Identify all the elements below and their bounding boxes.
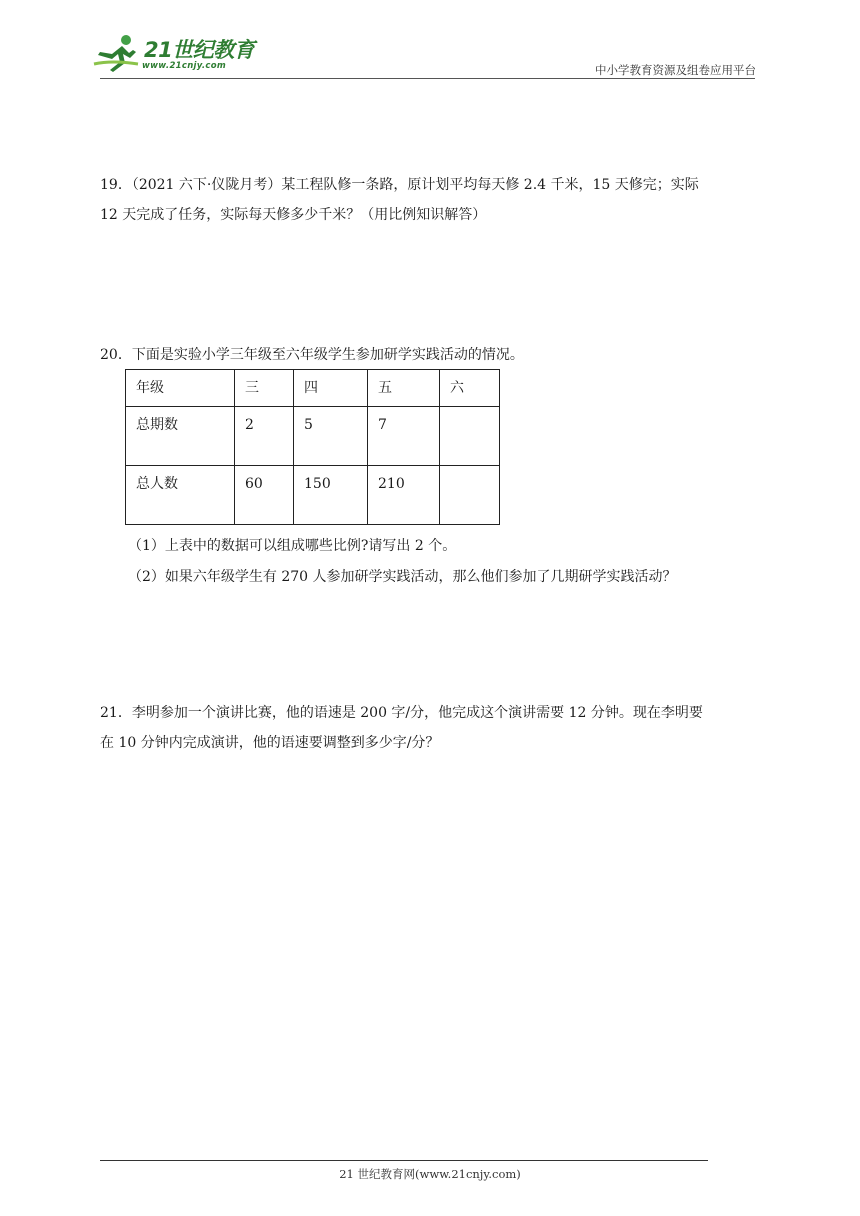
table-row [126,370,500,407]
table-row [126,466,500,525]
logo-text: 21世纪教育 [144,38,255,62]
table-cell: 5 [294,407,368,466]
platform-name: 中小学教育资源及组卷应用平台 [595,63,756,77]
page-footer: 21 世纪教育网(www.21cnjy.com) [339,1167,521,1181]
table-cell: 总期数 [126,407,235,466]
table-cell: 60 [235,466,294,525]
question-19 [100,170,760,230]
table-cell [440,407,500,466]
question-21 [100,698,760,758]
table-cell: 2 [235,407,294,466]
question-21-line-1: 21．李明参加一个演讲比赛，他的语速是 200 字/分，他完成这个演讲需要 12 分钟。现在李明要 [100,705,703,721]
question-21-line-2: 在 10 分钟内完成演讲，他的语速要调整到多少字/分？ [100,735,440,751]
question-19-line-1: 19．（2021 六下·仪陇月考）某工程队修一条路，原计划平均每天修 2.4 千米，15 天修完；实际 [100,177,699,193]
activity-table [125,369,500,525]
question-20-stem: 20．下面是实验小学三年级至六年级学生参加研学实践活动的情况。 [100,347,524,363]
table-cell: 210 [368,466,440,525]
logo [92,34,262,78]
question-20-part-1: （1）上表中的数据可以组成哪些比例?请写出 2 个。 [128,538,457,554]
runner-logo-icon [92,34,142,74]
logo-url: www.21cnjy.com [142,61,226,71]
question-20-part-2: （2）如果六年级学生有 270 人参加研学实践活动，那么他们参加了几期研学实践活动？ [128,569,677,585]
page-header [0,0,860,80]
table-cell: 7 [368,407,440,466]
footer-divider [100,1160,708,1161]
question-19-line-2: 12 天完成了任务，实际每天修多少千米？（用比例知识解答） [100,207,487,223]
table-cell: 三 [235,370,294,407]
question-20 [100,340,760,370]
table-row [126,407,500,466]
table-cell: 总人数 [126,466,235,525]
table-cell: 六 [440,370,500,407]
table-cell: 五 [368,370,440,407]
table-cell: 150 [294,466,368,525]
table-cell [440,466,500,525]
header-divider [100,78,755,79]
table-cell: 四 [294,370,368,407]
table-cell: 年级 [126,370,235,407]
